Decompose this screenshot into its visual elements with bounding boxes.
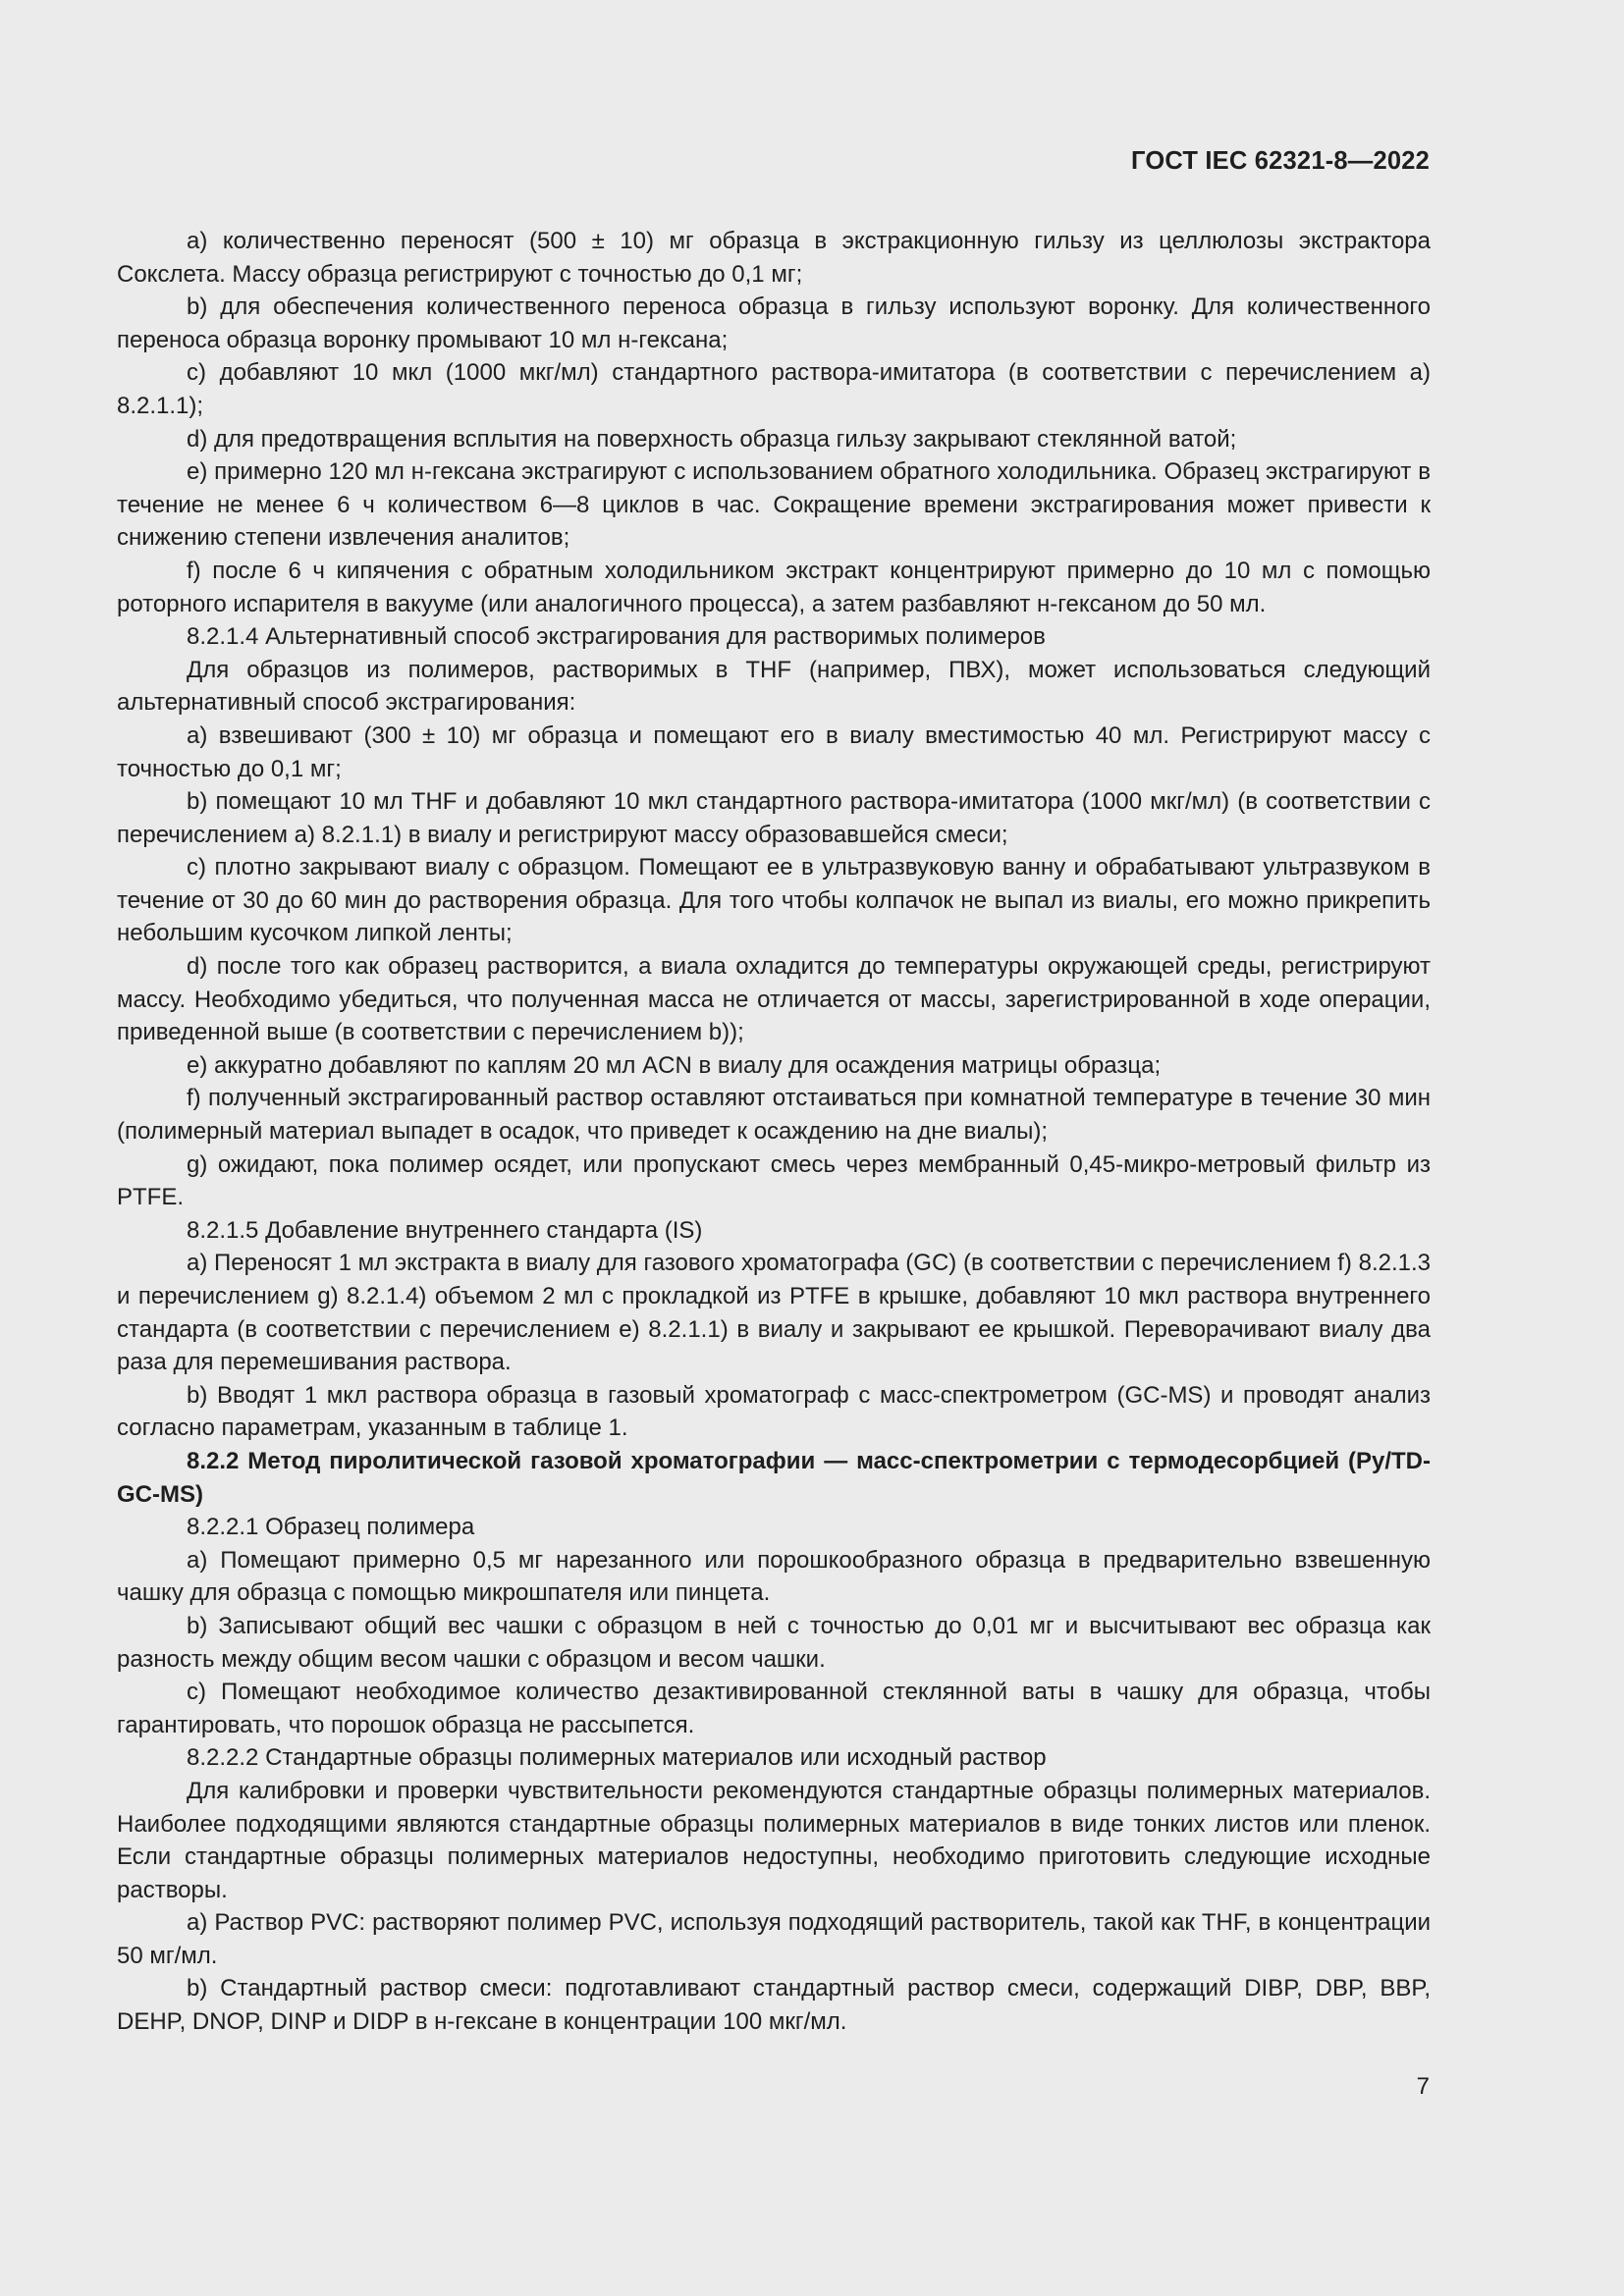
paragraph: Для образцов из полимеров, растворимых в THF (например, ПВХ), может использоваться следующий альтернативный способ экстрагирования: bbox=[117, 656, 1431, 717]
paragraph: a) Раствор PVC: растворяют полимер PVC, используя подходящий растворитель, такой как THF, в концентрации 50 мг/мл. bbox=[117, 1909, 1431, 1969]
paragraph: f) полученный экстрагированный раствор оставляют отстаиваться при комнатной температуре в течение 30 мин (полимерный материал выпадет в осадок, что приведет к осаждению на дне виалы); bbox=[117, 1085, 1431, 1146]
paragraph: e) примерно 120 мл н-гексана экстрагируют с использованием обратного холодильника. Образец экстрагируют в течение не менее 6 ч количеством 6—8 циклов в час. Сокращение времени экстрагирования может привести к снижению степени извлечения аналитов; bbox=[117, 458, 1431, 552]
paragraph: d) после того как образец растворится, а виала охладится до температуры окружающей среды, регистрируют массу. Необходимо убедиться, что полученная масса не отличается от массы, зарегистрированной в ходе операции, приведенной выше (в соответствии с перечислением b)); bbox=[117, 953, 1431, 1046]
paragraph: a) Переносят 1 мл экстракта в виалу для газового хроматографа (GC) (в соответствии с перечислением f) 8.2.1.3 и перечислением g) 8.2.1.4) объемом 2 мл с прокладкой из PTFE в крышке, добавляют 10 мкл раствора внутреннего стандарта (в соответствии с перечислением e) 8.2.1.1) в виалу и закрывают ее крышкой. Переворачивают виалу два раза для перемешивания раствора. bbox=[117, 1250, 1431, 1376]
paragraph: c) добавляют 10 мкл (1000 мкг/мл) стандартного раствора-имитатора (в соответствии с перечислением a) 8.2.1.1); bbox=[117, 359, 1431, 419]
paragraph: a) Помещают примерно 0,5 мг нарезанного или порошкообразного образца в предварительно взвешенную чашку для образца с помощью микрошпателя или пинцета. bbox=[117, 1546, 1431, 1607]
paragraph: d) для предотвращения всплытия на поверхность образца гильзу закрывают стеклянной ватой; bbox=[187, 425, 1237, 453]
paragraph: g) ожидают, пока полимер осядет, или пропускают смесь через мембранный 0,45-микро-метровый фильтр из PTFE. bbox=[117, 1150, 1431, 1211]
paragraph: a) количественно переносят (500 ± 10) мг образца в экстракционную гильзу из целлюлозы экстрактора Сокслета. Массу образца регистрируют с точностью до 0,1 мг; bbox=[117, 228, 1431, 288]
paragraph: 8.2.1.4 Альтернативный способ экстрагирования для растворимых полимеров bbox=[187, 623, 1046, 651]
paragraph: c) Помещают необходимое количество дезактивированной стеклянной ваты в чашку для образца, чтобы гарантировать, что порошок образца не рассыпется. bbox=[117, 1679, 1431, 1738]
section-heading: 8.2.2 Метод пиролитической газовой хроматографии — масс-спектрометрии с термодесорбцией (Py/TD-GC-MS) bbox=[117, 1447, 1431, 1508]
paragraph: b) Записывают общий вес чашки с образцом в ней с точностью до 0,01 мг и высчитывают вес образца как разность между общим весом чашки с образцом и весом чашки. bbox=[117, 1612, 1431, 1673]
paragraph: e) аккуратно добавляют по каплям 20 мл ACN в виалу для осаждения матрицы образца; bbox=[187, 1051, 1162, 1079]
page-number: 7 bbox=[1416, 2073, 1430, 2100]
paragraph: b) помещают 10 мл THF и добавляют 10 мкл стандартного раствора-имитатора (1000 мкг/мл) (в соответствии с перечислением a) 8.2.1.1) в виалу и регистрируют массу образовавшейся смеси; bbox=[117, 788, 1431, 848]
paragraph: c) плотно закрывают виалу с образцом. Помещают ее в ультразвуковую ванну и обрабатывают ультразвуком в течение от 30 до 60 мин до растворения образца. Для того чтобы колпачок не выпал из виалы, его можно прикрепить небольшим кусочком липкой ленты; bbox=[117, 854, 1431, 947]
paragraph: 8.2.2.1 Образец полимера bbox=[187, 1514, 475, 1541]
document-header: ГОСТ IEC 62321-8—2022 bbox=[1131, 147, 1430, 175]
paragraph: b) Стандартный раствор смеси: подготавливают стандартный раствор смеси, содержащий DIBP, DBP, BBP, DEHP, DNOP, DINP и DIDP в н-гексане в концентрации 100 мкг/мл. bbox=[117, 1975, 1431, 2036]
paragraph: b) для обеспечения количественного переноса образца в гильзу используют воронку. Для количественного переноса образца воронку промывают 10 мл н-гексана; bbox=[117, 294, 1431, 353]
paragraph: 8.2.1.5 Добавление внутреннего стандарта (IS) bbox=[187, 1216, 703, 1244]
paragraph: a) взвешивают (300 ± 10) мг образца и помещают его в виалу вместимостью 40 мл. Регистрируют массу с точностью до 0,1 мг; bbox=[117, 721, 1431, 782]
document-body bbox=[117, 225, 1431, 2039]
paragraph: Для калибровки и проверки чувствительности рекомендуются стандартные образцы полимерных материалов. Наиболее подходящими являются стандартные образцы полимерных материалов в виде тонких листов или пленок. Если стандартные образцы полимерных материалов недоступны, необходимо приготовить следующие исходные растворы. bbox=[117, 1777, 1431, 1903]
paragraph: 8.2.2.2 Стандартные образцы полимерных материалов или исходный раствор bbox=[187, 1744, 1047, 1772]
paragraph: b) Вводят 1 мкл раствора образца в газовый хроматограф с масс-спектрометром (GC-MS) и проводят анализ согласно параметрам, указанным в таблице 1. bbox=[117, 1381, 1431, 1442]
paragraph: f) после 6 ч кипячения с обратным холодильником экстракт концентрируют примерно до 10 мл с помощью роторного испарителя в вакууме (или аналогичного процесса), а затем разбавляют н-гексаном до 50 мл. bbox=[117, 557, 1431, 617]
